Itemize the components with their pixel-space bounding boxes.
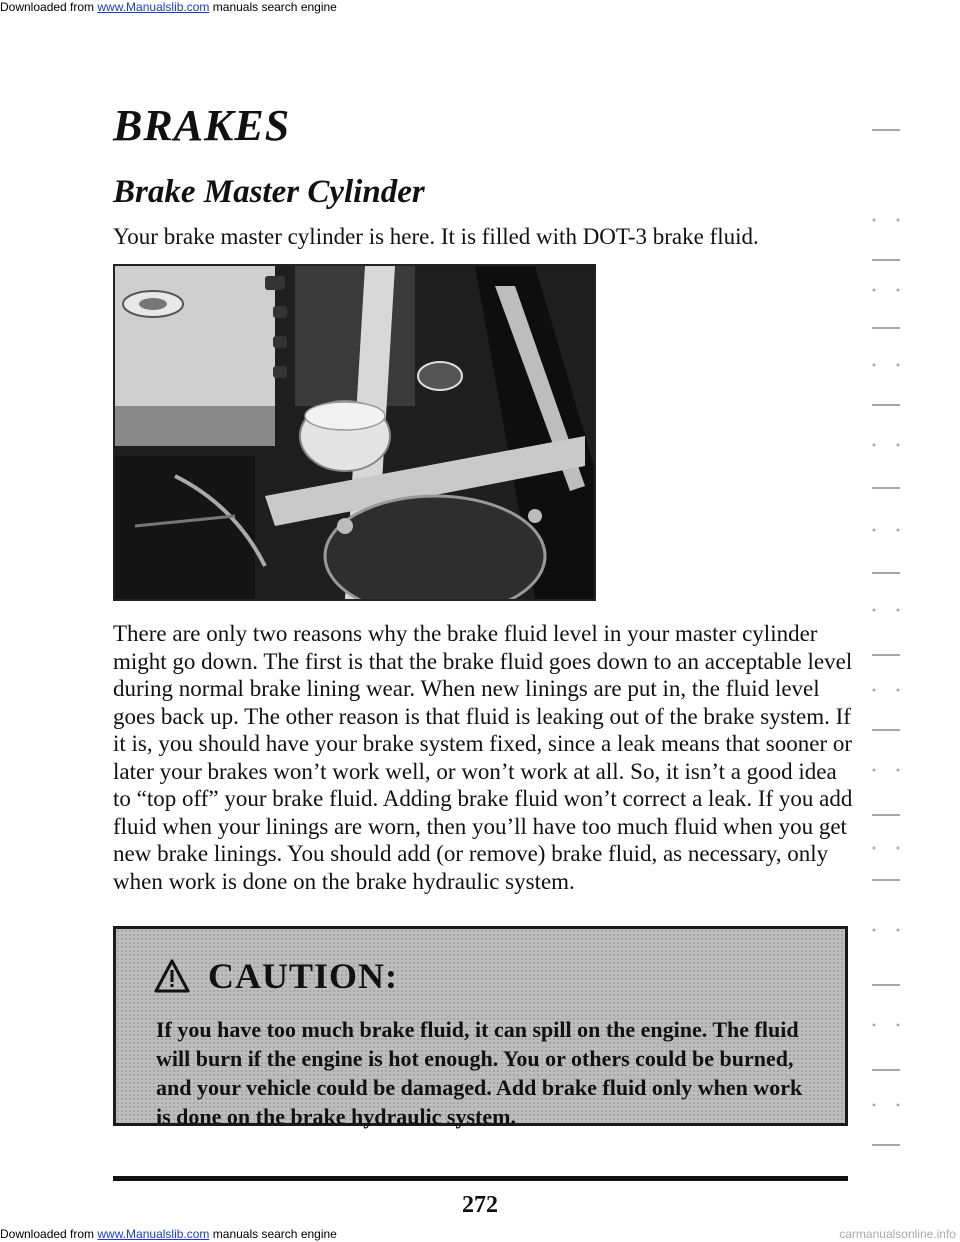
engine-photo [113,264,596,601]
page-number: 272 [462,1192,498,1218]
subsection-title: Brake Master Cylinder [113,174,425,210]
download-suffix: manuals search engine [209,0,337,14]
caution-text: If you have too much brake fluid, it can spill on the engine. The fluid will burn if the engine is hot enough. You or others could be burned, and your vehicle could be damaged. Add brake fluid only when work is done on the brake hydraulic system. [156,1017,803,1129]
body-text: There are only two reasons why the brake fluid level in your master cylinder might go down. The first is that the brake fluid goes down to an acceptable level during normal brake lining wear. When new linings are put in, the fluid level goes back up. The other reason is that fluid is leaking out of the brake system. If it is, you should have your brake system fixed, since a leak means that sooner or later your brakes won’t work well, or won’t work at all. So, it isn’t a good idea to “top off” your brake fluid. Adding brake fluid won’t correct a leak. If you add fluid when your linings are worn, then you’ll have too much fluid when you get new brake linings. You should add (or remove) brake fluid, as necessary, only when work is done on the brake hydraulic system. [113,621,853,894]
warning-triangle-icon [154,959,190,993]
footer-manualslib-link[interactable]: www.Manualslib.com [97,1227,210,1241]
download-footer [0,1226,960,1242]
caution-header [154,955,398,997]
intro-text: Your brake master cylinder is here. It is filled with DOT-3 brake fluid. [113,224,759,249]
download-header [0,0,960,14]
engine-photo-illustration [115,266,594,599]
caution-box [113,926,848,1129]
section-title: BRAKES [113,101,291,150]
manualslib-link[interactable]: www.Manualslib.com [97,0,210,14]
footer-download-suffix: manuals search engine [209,1227,337,1241]
download-footer-text [0,1226,337,1242]
footer-download-prefix: Downloaded from [0,1227,98,1241]
margin-tick-marks [860,120,920,1160]
watermark: carmanualsonline.info [839,1227,956,1241]
download-prefix: Downloaded from [0,0,98,14]
caution-label: CAUTION: [208,956,399,996]
footer-rule [113,1176,848,1181]
